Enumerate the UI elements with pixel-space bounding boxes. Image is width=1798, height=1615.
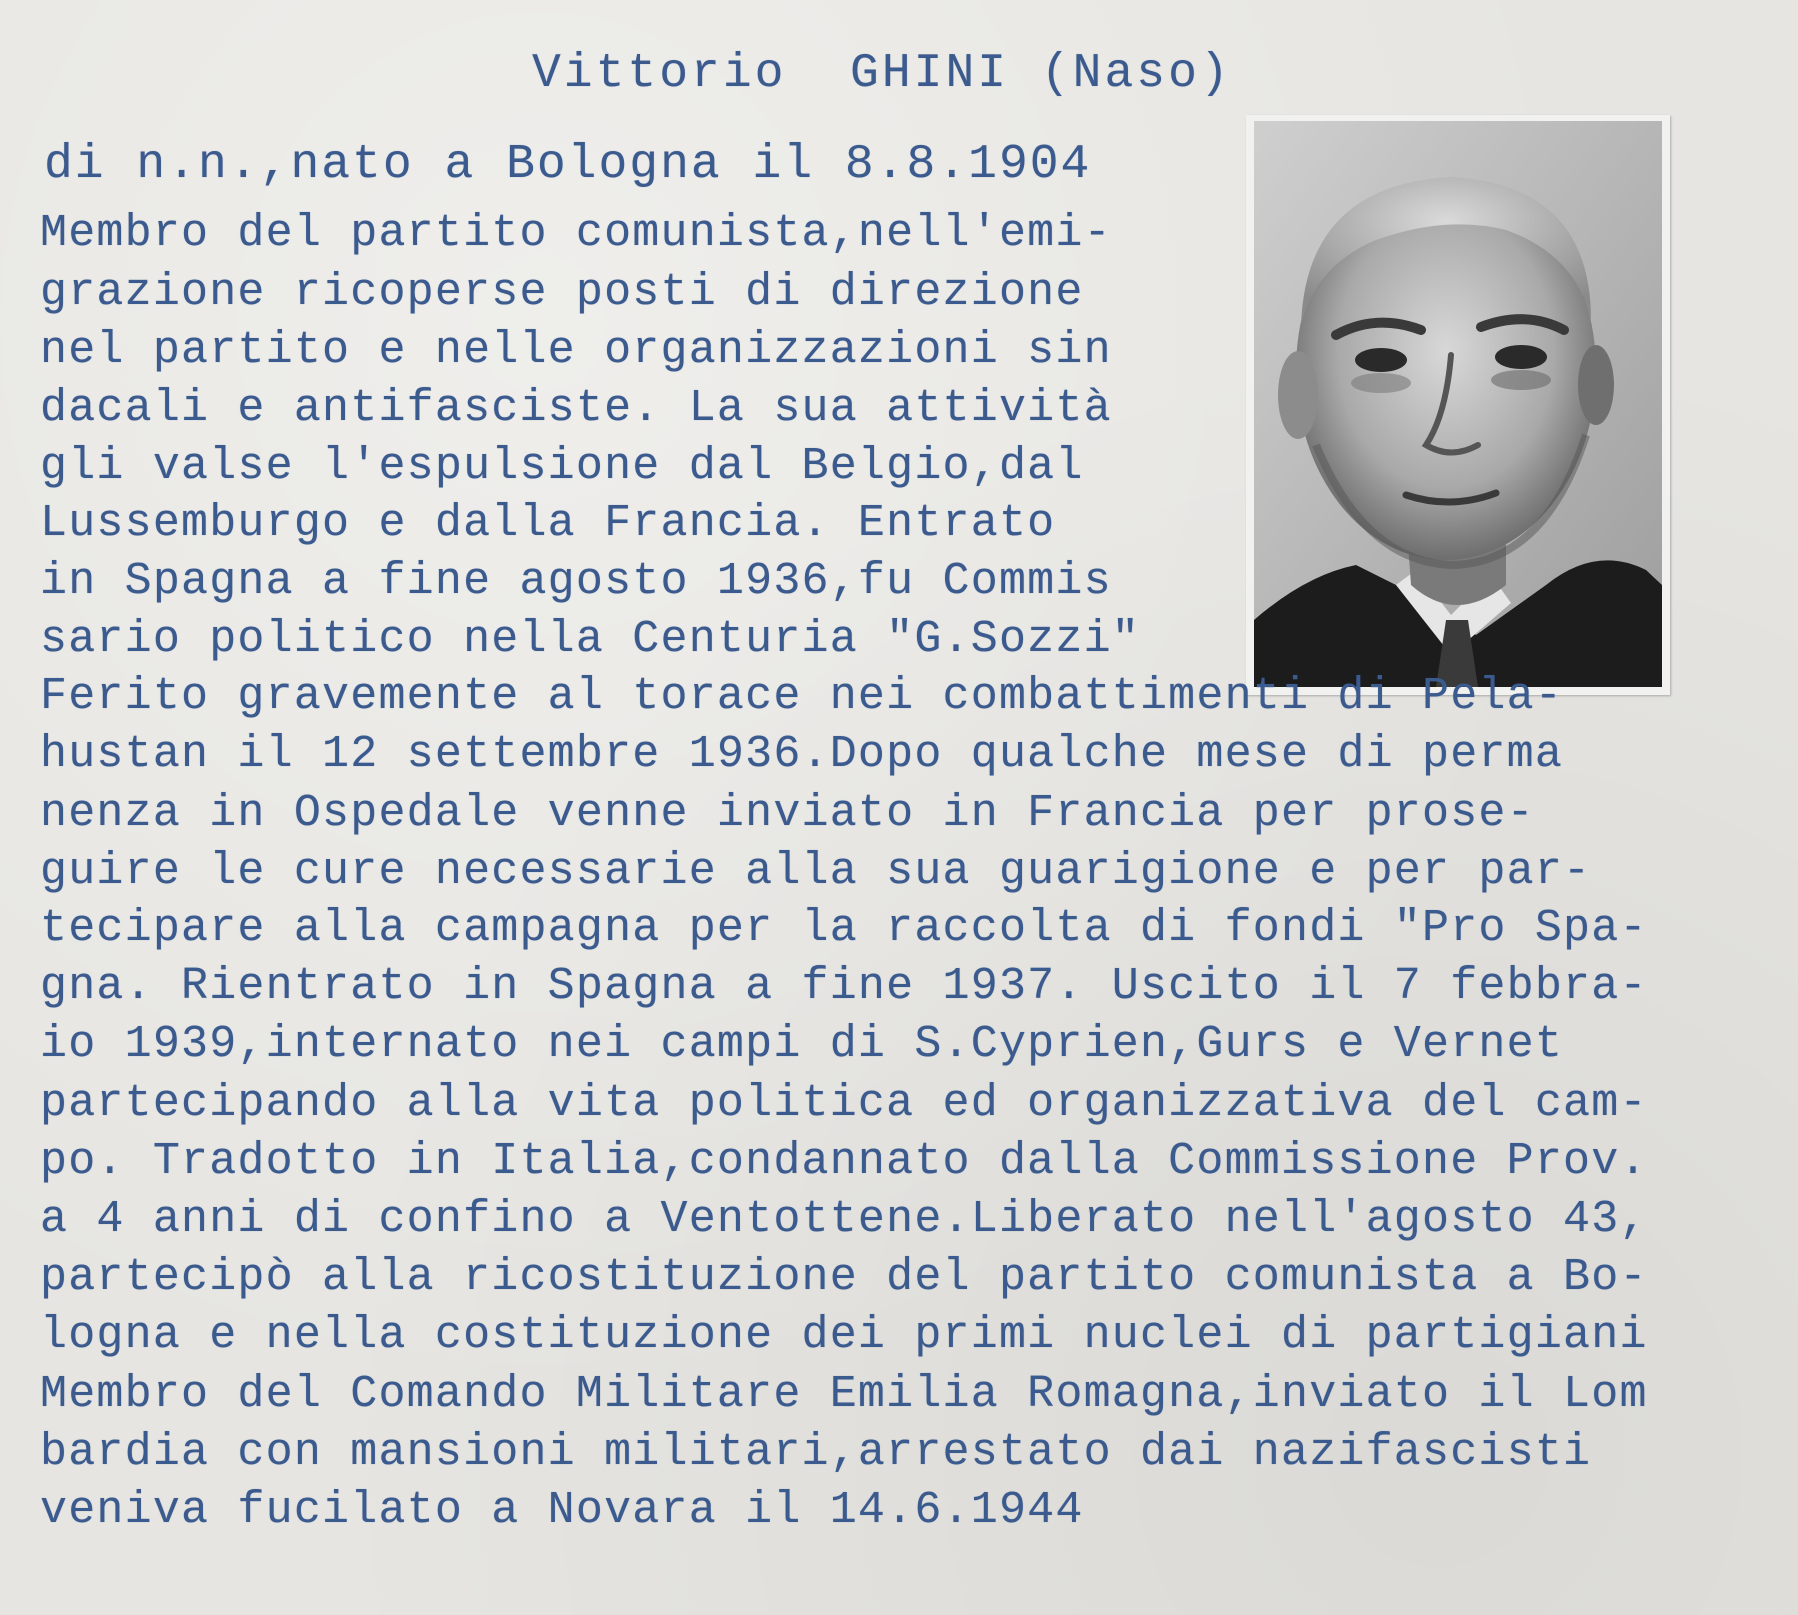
body-line: dacali e antifasciste. La sua attività bbox=[40, 383, 1112, 434]
body-line: bardia con mansioni militari,arrestato dai nazifascisti bbox=[40, 1427, 1592, 1478]
body-line: tecipare alla campagna per la raccolta di fondi "Pro Spa- bbox=[40, 903, 1648, 954]
body-line: sario politico nella Centuria "G.Sozzi" bbox=[40, 614, 1140, 665]
body-line: gna. Rientrato in Spagna a fine 1937. Uscito il 7 febbra- bbox=[40, 961, 1648, 1012]
body-line: gli valse l'espulsione dal Belgio,dal bbox=[40, 441, 1084, 492]
body-line: Ferito gravemente al torace nei combattimenti di Pela- bbox=[40, 671, 1564, 722]
body-line: po. Tradotto in Italia,condannato dalla Commissione Prov. bbox=[40, 1136, 1648, 1187]
body-line: nenza in Ospedale venne inviato in Francia per prose- bbox=[40, 788, 1535, 839]
body-line: logna e nella costituzione dei primi nuclei di partigiani bbox=[40, 1310, 1648, 1361]
body-line: hustan il 12 settembre 1936.Dopo qualche mese di perma bbox=[40, 729, 1564, 780]
body-line: Membro del Comando Militare Emilia Romagna,inviato il Lom bbox=[40, 1369, 1648, 1420]
body-line: Membro del partito comunista,nell'emi- bbox=[40, 208, 1112, 259]
body-line: a 4 anni di confino a Ventottene.Liberato nell'agosto 43, bbox=[40, 1194, 1648, 1245]
body-line: Lussemburgo e dalla Francia. Entrato bbox=[40, 498, 1056, 549]
body-line: in Spagna a fine agosto 1936,fu Commis bbox=[40, 556, 1112, 607]
body-line: grazione ricoperse posti di direzione bbox=[40, 267, 1084, 318]
body-line: nel partito e nelle organizzazioni sin bbox=[40, 325, 1112, 376]
body-line: veniva fucilato a Novara il 14.6.1944 bbox=[40, 1485, 1084, 1536]
document-title: Vittorio GHINI (Naso) bbox=[532, 47, 1232, 101]
body-line: guire le cure necessarie alla sua guarigione e per par- bbox=[40, 846, 1592, 897]
portrait-icon bbox=[1246, 115, 1670, 695]
body-line: partecipando alla vita politica ed organizzativa del cam- bbox=[40, 1078, 1648, 1129]
portrait-photo bbox=[1246, 115, 1670, 695]
body-line: io 1939,internato nei campi di S.Cyprien,Gurs e Vernet bbox=[40, 1019, 1564, 1070]
birth-line: di n.n.,nato a Bologna il 8.8.1904 bbox=[44, 138, 1092, 192]
body-line: partecipò alla ricostituzione del partito comunista a Bo- bbox=[40, 1252, 1648, 1303]
